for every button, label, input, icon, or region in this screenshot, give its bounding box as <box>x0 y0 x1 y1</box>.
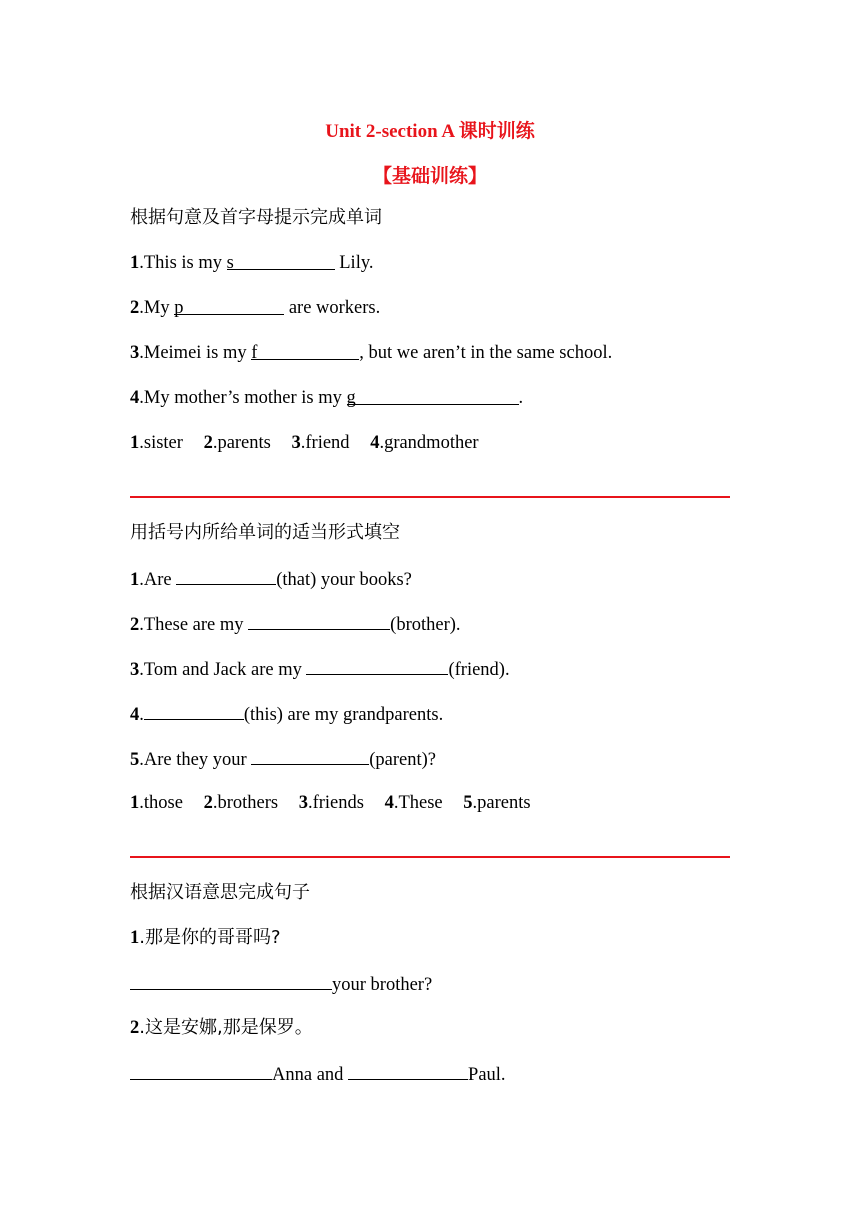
answer-text: .parents <box>212 433 271 453</box>
q-text: .Are they your <box>139 750 252 770</box>
q-text: .My <box>139 298 175 318</box>
q-text: Anna and <box>272 1065 349 1085</box>
answer-blank <box>251 341 359 363</box>
q-text: Lily. <box>334 253 374 273</box>
answer-text: .friends <box>307 793 364 813</box>
q-number: 1 <box>130 928 140 948</box>
q-number: 2 <box>130 615 140 635</box>
q-number: 2 <box>130 1018 140 1038</box>
q-number: 2 <box>130 298 140 318</box>
q-text: (parent)? <box>369 750 437 770</box>
q-text: . <box>139 705 144 725</box>
answer-number: 5 <box>463 793 473 813</box>
answer-number: 1 <box>130 433 140 453</box>
answer-blank <box>346 386 519 408</box>
answer-blank <box>130 971 332 990</box>
section-divider <box>130 496 730 498</box>
q-text: .My mother’s mother is my <box>139 388 347 408</box>
s3-question-1-answer-line <box>130 971 432 997</box>
s1-question-3 <box>130 341 612 365</box>
s2-question-5 <box>130 746 436 772</box>
section3-heading: 根据汉语意思完成句子 <box>130 882 310 903</box>
q-number: 1 <box>130 253 140 273</box>
section-subtitle: 【基础训练】 <box>372 166 487 187</box>
s1-question-4 <box>130 386 523 410</box>
s1-question-1 <box>130 251 374 275</box>
q-text: .Are <box>139 570 177 590</box>
q-text: Paul. <box>468 1065 506 1085</box>
answer-number: 2 <box>203 433 213 453</box>
q-prompt: .那是你的哥哥吗? <box>139 927 281 948</box>
q-number: 4 <box>130 388 140 408</box>
q-text: (friend). <box>448 660 510 680</box>
q-prompt: .这是安娜,那是保罗。 <box>139 1017 313 1038</box>
hint-letter: s <box>226 253 234 273</box>
answer-text: .sister <box>139 433 183 453</box>
document-title: Unit 2-section A 课时训练 <box>325 121 535 142</box>
s2-question-1 <box>130 566 412 592</box>
answer-blank <box>174 296 284 318</box>
s1-question-2 <box>130 296 380 320</box>
q-number: 3 <box>130 660 140 680</box>
answer-number: 1 <box>130 793 140 813</box>
answer-text: .those <box>139 793 183 813</box>
q-text: .This is my <box>139 253 227 273</box>
answer-number: 2 <box>203 793 213 813</box>
q-text: .These are my <box>139 615 249 635</box>
hint-letter: f <box>251 343 258 363</box>
answer-text: .grandmother <box>379 433 479 453</box>
answer-blank <box>306 656 448 675</box>
answer-text: .These <box>393 793 443 813</box>
answer-blank <box>348 1061 468 1080</box>
answer-blank <box>176 566 276 585</box>
answer-number: 4 <box>370 433 380 453</box>
answer-blank <box>251 746 369 765</box>
section2-heading: 用括号内所给单词的适当形式填空 <box>130 522 400 543</box>
q-text: , but we aren’t in the same school. <box>359 343 613 363</box>
answer-blank <box>130 1061 272 1080</box>
q-text: are workers. <box>284 298 381 318</box>
hint-letter: g <box>346 388 356 408</box>
s2-answer-key <box>130 791 531 815</box>
q-number: 3 <box>130 343 140 363</box>
q-number: 4 <box>130 705 140 725</box>
section-divider <box>130 856 730 858</box>
answer-text: .parents <box>472 793 531 813</box>
q-text: (brother). <box>390 615 461 635</box>
s2-question-4 <box>130 701 443 727</box>
q-text: your brother? <box>332 975 433 995</box>
answer-blank <box>144 701 244 720</box>
answer-number: 3 <box>291 433 301 453</box>
hint-letter: p <box>174 298 184 318</box>
answer-text: .brothers <box>212 793 279 813</box>
answer-number: 4 <box>384 793 394 813</box>
s3-question-2-answer-line <box>130 1061 506 1087</box>
q-text: (this) are my grandparents. <box>243 705 444 725</box>
q-text: .Meimei is my <box>139 343 252 363</box>
q-text: (that) your books? <box>276 570 412 590</box>
s2-question-3 <box>130 656 510 682</box>
answer-blank <box>248 611 390 630</box>
s3-question-2-prompt <box>130 1016 313 1040</box>
answer-blank <box>226 251 335 273</box>
q-number: 1 <box>130 570 140 590</box>
answer-number: 3 <box>298 793 308 813</box>
s2-question-2 <box>130 611 461 637</box>
q-number: 5 <box>130 750 140 770</box>
answer-text: .friend <box>300 433 350 453</box>
q-text: .Tom and Jack are my <box>139 660 307 680</box>
q-text: . <box>518 388 524 408</box>
s1-answer-key <box>130 431 479 455</box>
s3-question-1-prompt <box>130 926 281 950</box>
section1-heading: 根据句意及首字母提示完成单词 <box>130 207 382 228</box>
